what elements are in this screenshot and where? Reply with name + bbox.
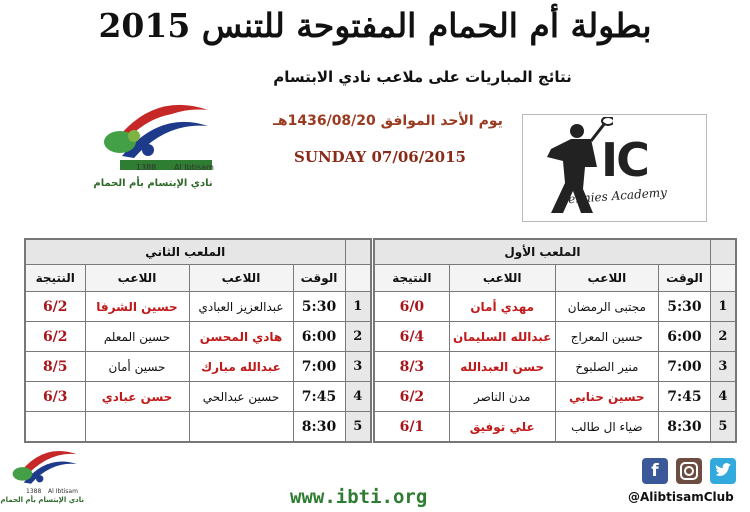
match-result: 6/4 <box>374 322 449 352</box>
court-1-title: الملعب الأول <box>374 239 710 265</box>
match-number: 4 <box>710 382 736 412</box>
player-b <box>85 412 189 443</box>
match-time: 8:30 <box>659 412 711 443</box>
match-time: 7:00 <box>293 352 345 382</box>
match-row <box>25 382 371 412</box>
player-header: اللاعب <box>449 265 555 292</box>
club-year: 1388 <box>26 488 42 495</box>
time-header: الوقت <box>659 265 711 292</box>
hijri-date: يوم الأحد الموافق 1436/08/20هـ <box>273 113 503 129</box>
match-number: 3 <box>345 352 371 382</box>
match-number: 3 <box>710 352 736 382</box>
match-result: 8/5 <box>25 352 85 382</box>
club-name-en: Al Ibtisam <box>48 488 78 495</box>
match-row <box>374 412 736 443</box>
club-name-ar: نادي الإبتسام بأم الحمام <box>0 496 84 504</box>
match-time: 6:00 <box>659 322 711 352</box>
match-number: 2 <box>345 322 371 352</box>
player-a: حسين حنابي <box>555 382 658 412</box>
match-number: 5 <box>345 412 371 443</box>
match-time: 7:45 <box>659 382 711 412</box>
match-row <box>374 322 736 352</box>
match-result: 6/2 <box>25 322 85 352</box>
match-time: 6:00 <box>293 322 345 352</box>
player-a: منير الصلبوخ <box>555 352 658 382</box>
club-emblem-icon <box>4 448 84 488</box>
footer-club-logo <box>0 448 84 510</box>
match-time: 5:30 <box>659 292 711 322</box>
player-a: ضياء ال طالب <box>555 412 658 443</box>
match-time: 8:30 <box>293 412 345 443</box>
page-subtitle: نتائج المباريات على ملاعب نادي الابتسام <box>273 68 572 86</box>
result-header: النتيجة <box>25 265 85 292</box>
match-number: 1 <box>345 292 371 322</box>
match-number: 2 <box>710 322 736 352</box>
instagram-icon[interactable] <box>676 458 702 484</box>
player-a: هادي المحسن <box>189 322 293 352</box>
result-header: النتيجة <box>374 265 449 292</box>
court-1-table <box>373 238 737 443</box>
match-result <box>25 412 85 443</box>
player-header: اللاعب <box>85 265 189 292</box>
match-number: 1 <box>710 292 736 322</box>
player-header: اللاعب <box>555 265 658 292</box>
player-b: علي توفيق <box>449 412 555 443</box>
match-result: 6/2 <box>25 292 85 322</box>
page-title: بطولة أم الحمام المفتوحة للتنس 2015 <box>98 6 652 45</box>
player-b: مدن الناصر <box>449 382 555 412</box>
player-b: عبدالله السليمان <box>449 322 555 352</box>
player-b: حسن العبدالله <box>449 352 555 382</box>
academy-mark: IC <box>601 133 648 187</box>
player-b: حسين المعلم <box>85 322 189 352</box>
player-a: حسين عبدالحي <box>189 382 293 412</box>
twitter-icon[interactable] <box>710 458 736 484</box>
time-header: الوقت <box>293 265 345 292</box>
academy-logo <box>522 114 707 222</box>
match-number: 4 <box>345 382 371 412</box>
match-time: 7:00 <box>659 352 711 382</box>
court-2-title: الملعب الثاني <box>25 239 345 265</box>
player-b: حسن عبادي <box>85 382 189 412</box>
social-handle[interactable]: @AlibtisamClub <box>628 490 734 504</box>
match-row <box>374 292 736 322</box>
player-b: حسين الشرفا <box>85 292 189 322</box>
match-row <box>374 352 736 382</box>
website-link[interactable]: www.ibti.org <box>290 486 428 508</box>
court-2-table <box>24 238 372 443</box>
player-a: عبدالعزيز العبادي <box>189 292 293 322</box>
club-name-ar: نادي الإبتسام بأم الحمام <box>93 178 213 189</box>
match-row <box>25 322 371 352</box>
facebook-icon[interactable]: f <box>642 458 668 484</box>
player-a: مجتبى الرمضان <box>555 292 658 322</box>
match-time: 7:45 <box>293 382 345 412</box>
player-a <box>189 412 293 443</box>
match-result: 6/0 <box>374 292 449 322</box>
player-header: اللاعب <box>189 265 293 292</box>
match-number: 5 <box>710 412 736 443</box>
club-name-en: Al Ibtisam <box>174 163 214 172</box>
gregorian-date: SUNDAY 07/06/2015 <box>294 148 466 166</box>
match-result: 6/1 <box>374 412 449 443</box>
player-a: عبدالله مبارك <box>189 352 293 382</box>
match-row <box>25 292 371 322</box>
match-row <box>374 382 736 412</box>
match-result: 6/3 <box>25 382 85 412</box>
match-result: 6/2 <box>374 382 449 412</box>
club-logo <box>90 100 220 210</box>
player-b: حسين أمان <box>85 352 189 382</box>
match-result: 8/3 <box>374 352 449 382</box>
match-time: 5:30 <box>293 292 345 322</box>
academy-name: Tennies Academy <box>560 185 668 207</box>
match-row <box>25 412 371 443</box>
match-row <box>25 352 371 382</box>
club-year: 1388 <box>136 163 157 172</box>
player-a: حسين المعراج <box>555 322 658 352</box>
player-b: مهدي أمان <box>449 292 555 322</box>
